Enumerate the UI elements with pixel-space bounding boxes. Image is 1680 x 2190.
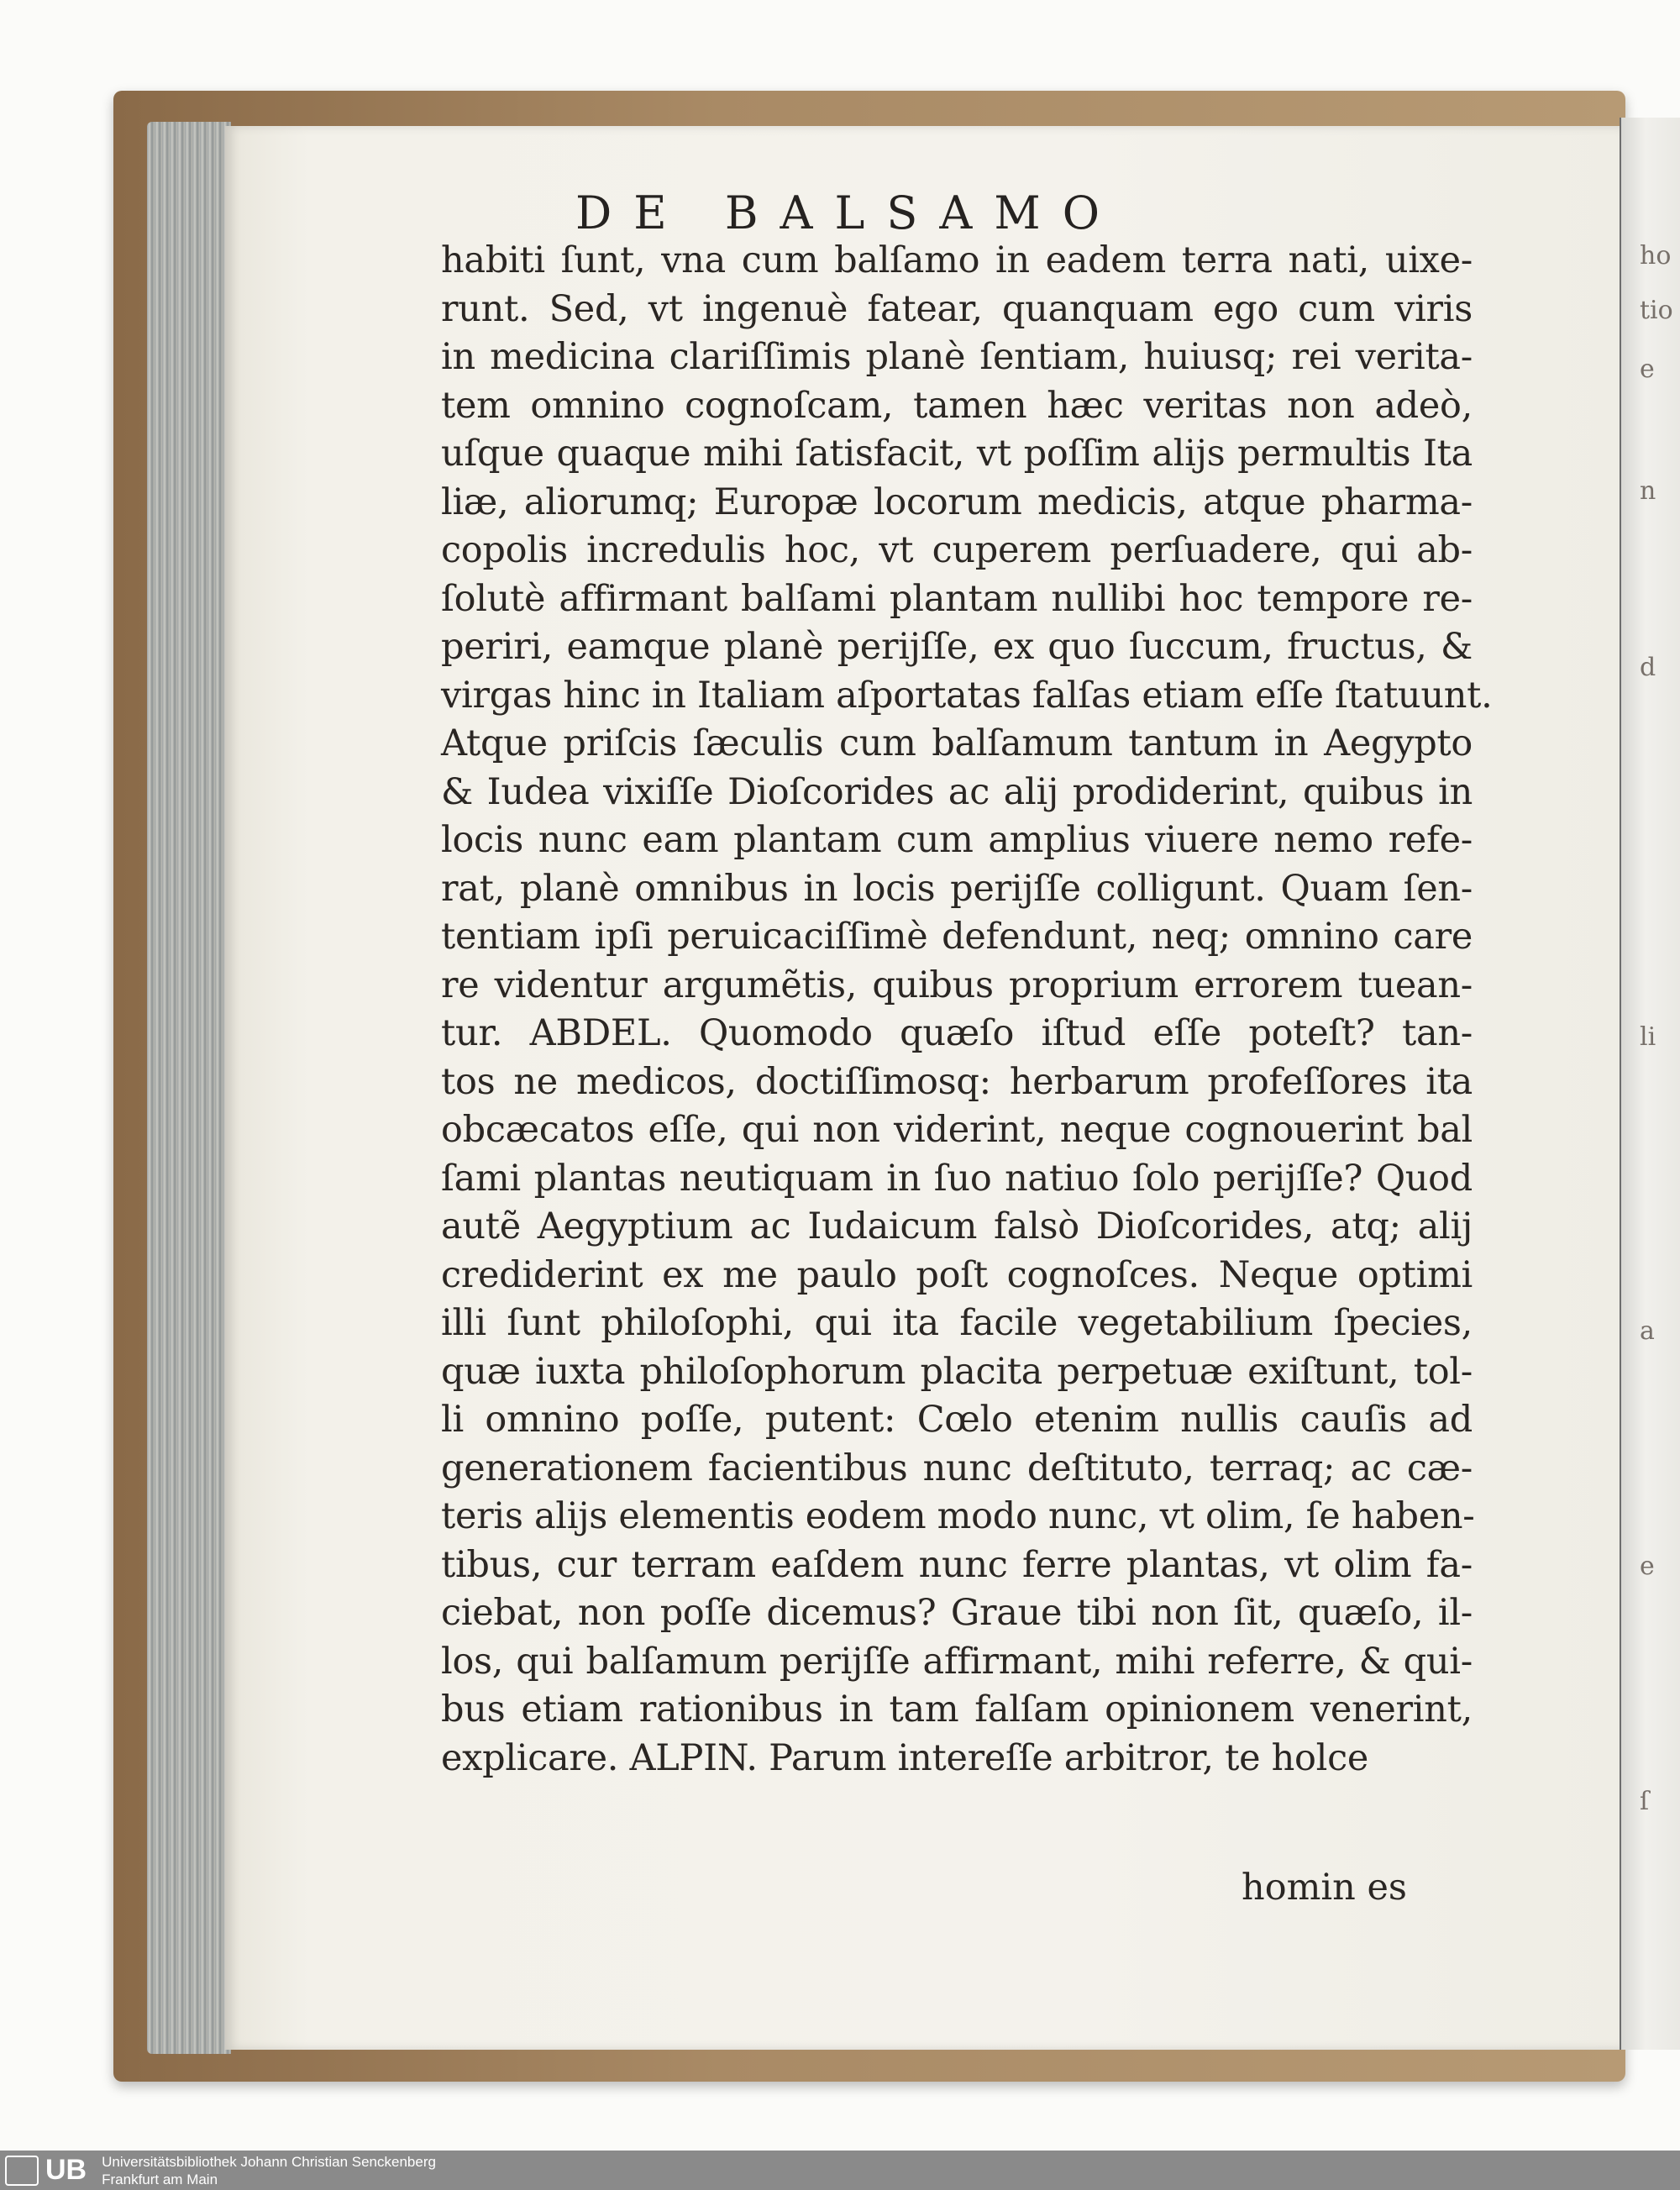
text-line: explicare. ALPIN. Parum intereſſe arbitror, te holce [441,1736,1368,1779]
facing-page-fragment: e [1640,1552,1655,1581]
text-line: habiti ſunt, vna cum balſamo in eadem terra nati, uixe- [441,239,1473,281]
text-line: re videntur argumẽtis, quibus proprium errorem tuean- [441,964,1473,1006]
text-line: & Iudea vixiſſe Dioſcorides ac alij prodiderint, quibus in [441,770,1473,813]
text-line: runt. Sed, vt ingenuè fatear, quanquam ego cum viris [441,287,1473,330]
facing-page-fragment: e [1640,354,1655,384]
footer-bar [0,2151,1680,2190]
text-line: ſami plantas neutiquam in ſuo natiuo ſolo perijſſe? Quod [441,1157,1473,1200]
text-line: teris alijs elementis eodem modo nunc, vt olim, ſe haben- [441,1495,1475,1537]
text-line: ciebat, non poſſe dicemus? Graue tibi non ſit, quæſo, il- [441,1592,1473,1634]
text-line: generationem facientibus nunc deſtituto, terraq; ac cæ- [441,1447,1473,1489]
text-line: los, qui balſamum perijſſe affirmant, mihi referre, & qui- [441,1640,1473,1683]
text-line: li omnino poſſe, putent: Cœlo etenim nullis cauſis ad [441,1399,1473,1441]
footer-credit [102,2153,436,2188]
facing-page-fragment: d [1640,653,1656,682]
body-text [441,237,1493,1783]
facing-page-fragment: a [1640,1316,1655,1346]
text-line: rat, planè omnibus in locis perijſſe colligunt. Quam ſen- [441,867,1473,910]
text-line: autẽ Aegyptium ac Iudaicum falsò Dioſcorides, atq; alij [441,1205,1473,1247]
library-logo [5,2151,87,2190]
text-line: Atque priſcis ſæculis cum balſamum tantum in Aegypto [441,722,1473,764]
facing-page-fragment: n [1640,476,1656,506]
facing-page-fragment: ho [1640,241,1672,270]
facing-page-fragment: ſ [1640,1787,1650,1816]
facing-page-fragment: li [1640,1022,1656,1052]
text-line: tur. ABDEL. Quomodo quæſo iſtud eſſe poteſt? tan- [441,1012,1473,1054]
text-line: quæ iuxta philoſophorum placita perpetuæ exiſtunt, tol- [441,1350,1473,1393]
footer-line-institution: Universitätsbibliothek Johann Christian Senckenberg [102,2153,436,2170]
text-line: in medicina clariſſimis planè ſentiam, huiusq; rei verita- [441,336,1473,378]
running-head: DE BALSAMO [575,186,1121,239]
text-line: uſque quaque mihi ſatisfacit, vt poſſim alijs permultis Ita [441,433,1473,475]
text-line: ſolutè affirmant balſami plantam nullibi hoc tempore re- [441,577,1473,620]
text-line: crediderint ex me paulo poſt cognoſces. Neque optimi [441,1253,1473,1296]
text-line: tentiam ipſi peruicaciſſimè defendunt, neq; omnino care [441,916,1473,958]
text-line: obcæcatos eſſe, qui non viderint, neque cognouerint bal [441,1109,1473,1151]
text-line: locis nunc eam plantam cum amplius viuere nemo refe- [441,819,1473,861]
text-line: tibus, cur terram eaſdem nunc ferre plantas, vt olim fa- [441,1543,1473,1586]
facing-page-edge [1620,118,1680,2050]
text-line: tos ne medicos, doctiſſimosq: herbarum profeſſores ita [441,1060,1473,1103]
text-line: bus etiam rationibus in tam falſam opinionem venerint, [441,1688,1473,1730]
page-edges [147,122,231,2054]
text-line: liæ, aliorumq; Europæ locorum medicis, atque pharma- [441,481,1473,523]
text-line: tem omnino cognoſcam, tamen hæc veritas non adeò, [441,384,1473,427]
catchword: homin es [1242,1867,1407,1909]
text-line: copolis incredulis hoc, vt cuperem perſuadere, qui ab- [441,529,1473,571]
library-logo-text: UB [45,2154,87,2186]
library-emblem-icon [5,2156,39,2186]
text-line: periri, eamque planè perijſſe, ex quo ſuccum, fructus, & [441,626,1473,668]
facing-page-fragment: tio [1640,296,1673,325]
footer-line-city: Frankfurt am Main [102,2171,218,2187]
text-line: illi ſunt philoſophi, qui ita facile vegetabilium ſpecies, [441,1302,1473,1344]
text-line: virgas hinc in Italiam aſportatas falſas etiam eſſe ſtatuunt. [441,674,1493,717]
